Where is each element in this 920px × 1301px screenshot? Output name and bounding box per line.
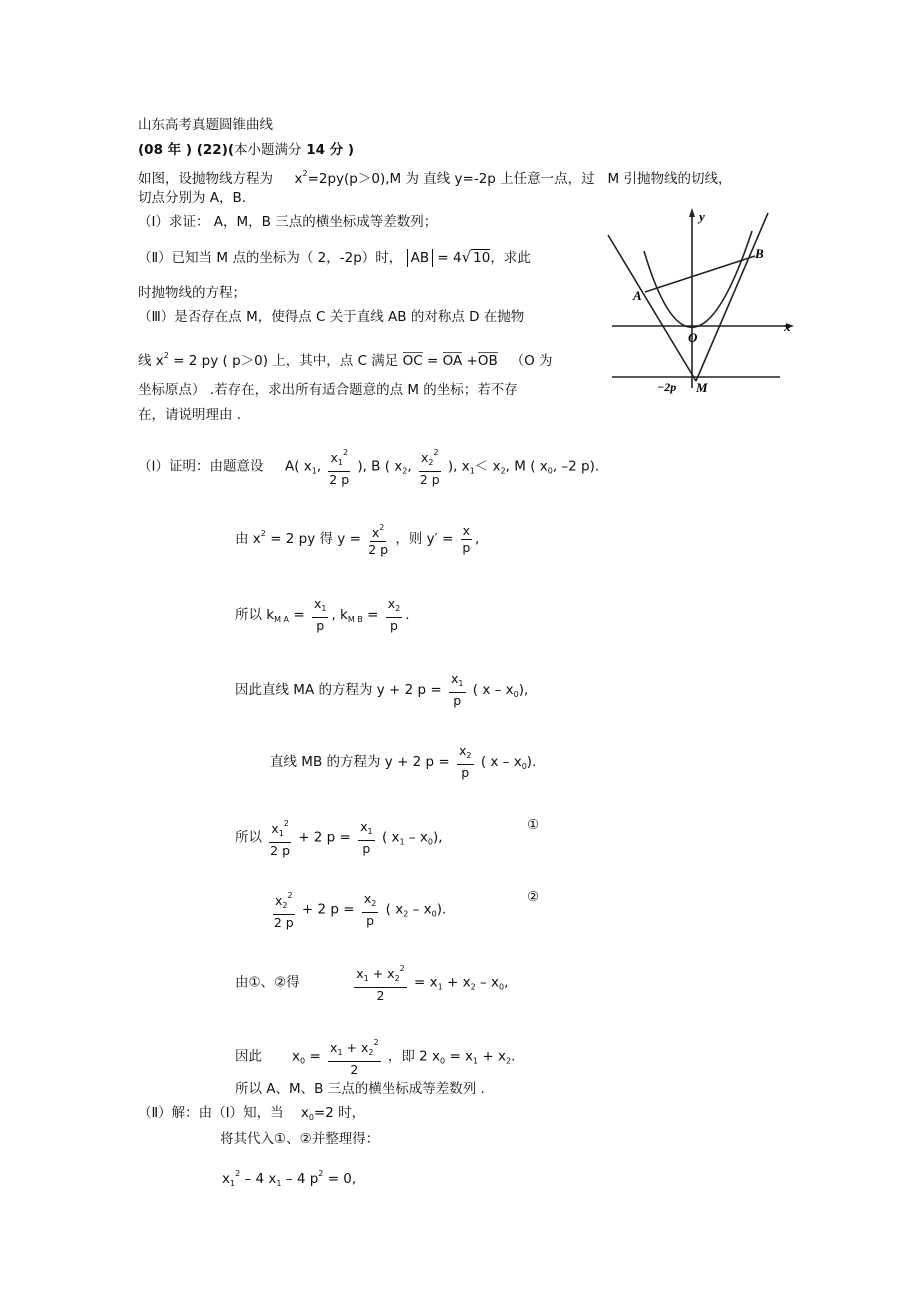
vector-oa: OA <box>442 353 463 369</box>
parabola-curve <box>644 231 752 327</box>
part2-substitute: 将其代入①、②并整理得： <box>220 1131 380 1147</box>
parabola-figure <box>600 203 796 395</box>
tangent-mb <box>696 213 768 381</box>
vector-ob: OB <box>477 353 498 369</box>
label-m: M <box>696 380 708 395</box>
equation-2: $\frac{x_2^2}{2 p}$ + 2 p = $\frac{x_2}{p}$ ( $x_2 - x_0$). <box>273 890 447 930</box>
step-slopes: 所以 $k_{M A}$ = $\frac{x_1}{p}$ , $k_{M B}$ = $\frac{x_2}{p}$ . <box>235 596 410 633</box>
equation-2-marker: ② <box>527 889 540 905</box>
problem-intro: 如图，设抛物线方程为 $x^2=2py(p>0),M$ 为 直线 y=-2p 上任意一点，过 M 引抛物线的切线， <box>138 169 732 187</box>
problem-part3-line4: 在，请说明理由 . <box>138 407 242 423</box>
chord-ab <box>645 256 755 292</box>
equation-1-marker: ① <box>527 817 540 833</box>
problem-part3: （Ⅲ）是否存在点 M，使得点 C 关于直线 AB 的对称点 D 在抛物 <box>138 309 525 325</box>
y-axis-arrow <box>689 208 695 217</box>
vector-oc: OC <box>402 353 423 369</box>
problem-part1: （Ⅰ）求证： A，M，B 三点的横坐标成等差数列； <box>138 214 438 230</box>
problem-line2: 切点分别为 A，B. <box>138 190 247 206</box>
problem-part2: （Ⅱ）已知当 M 点的坐标为（ 2，-2p）时， AB = 4√ 10，求此 <box>138 248 531 266</box>
step-line-mb: 直线 MB 的方程为 y + 2 p = $\frac{x_2}{p}$ ( x – $x_0$). <box>270 743 537 780</box>
proof-intro-line: （Ⅰ）证明：由题意设 A( $x_1$, $\frac{x_1^2}{2 p}$ ), B ( $x_2$, $\frac{x_2^2}{2 p}$ ), $x_1< x_2$, M ( $x_0$, –2 p). <box>138 448 600 487</box>
label-x: x <box>784 319 791 334</box>
step-conclude-x0: 因此 $x_0$ = $\frac{x_1 + x_2^2}{2}$ ，即 2 $x_0 = x_1 + x_2$. <box>235 1038 516 1077</box>
label-y: y <box>699 209 705 224</box>
problem-part2-cont: 时抛物线的方程； <box>138 285 246 301</box>
step-arith-conclusion: 所以 A、M、B 三点的横坐标成等差数列 . <box>235 1081 485 1097</box>
step-derivative: 由 $x^2 = 2$ py 得 y = $\frac{x^2}{2 p}$ ，则 y′ = $\frac{x}{p}$ , <box>235 522 480 557</box>
problem-header: (08 年 ) (22)(本小题满分 14 分 ) <box>138 142 355 158</box>
step-line-ma: 因此直线 MA 的方程为 y + 2 p = $\frac{x_1}{p}$ ( x – $x_0$), <box>235 671 529 708</box>
equation-1: 所以 $\frac{x_1^2}{2 p}$ + 2 p = $\frac{x_1}{p}$ ( $x_1 - x_0$), <box>235 818 443 858</box>
problem-part3-line2: 线 $x^2 = 2$ py ( p＞0) 上，其中，点 C 满足 OC = OA +OB （O 为 <box>138 351 553 369</box>
tangent-ma <box>608 235 696 381</box>
label-minus-2p: −2p <box>657 380 677 394</box>
part2-intro: （Ⅱ）解：由（Ⅰ）知，当 $x_0=2$ 时， <box>138 1105 366 1122</box>
step-combine: 由①、②得 $\frac{x_1 + x_2^2}{2}$ = $x_1 + x_2 - x_0$, <box>235 964 509 1003</box>
doc-title: 山东高考真题圆锥曲线 <box>138 117 273 133</box>
part2-quadratic: $x_1^2 - 4$ $x_1 - 4$ $p^2 = 0$, <box>222 1169 357 1188</box>
problem-part3-line3: 坐标原点） .若存在，求出所有适合题意的点 M 的坐标；若不存 <box>138 382 518 398</box>
label-o: O <box>688 330 698 345</box>
label-a: A <box>633 288 642 303</box>
label-b: B <box>755 246 764 261</box>
